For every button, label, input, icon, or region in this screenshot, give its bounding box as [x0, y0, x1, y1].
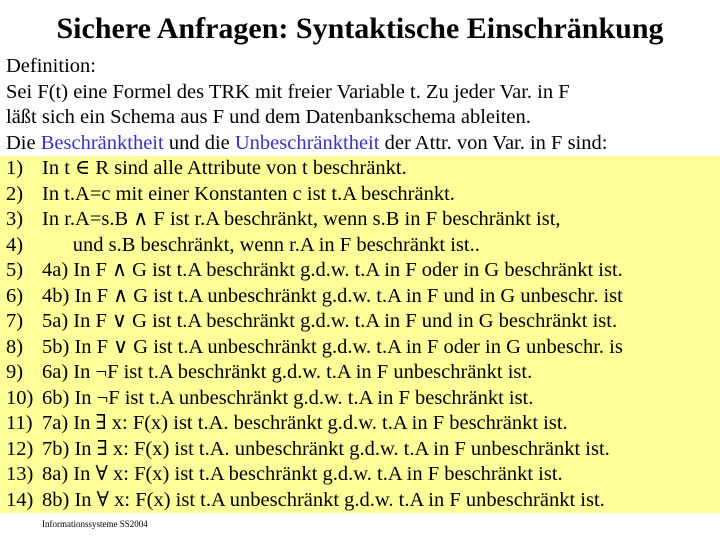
rule-item	[0, 488, 720, 514]
rule-text: 7a) In ∃ x: F(x) ist t.A. beschränkt g.d.w. t.A in F beschränkt ist.	[42, 412, 568, 434]
rule-text: In t.A=c mit einer Konstanten c ist t.A beschränkt.	[42, 182, 455, 205]
rule-number: 9)	[6, 361, 24, 383]
rule-item	[0, 462, 720, 488]
rule-text: 8a) In ∀ x: F(x) ist t.A beschränkt g.d.w. t.A in F beschränkt ist.	[42, 463, 563, 485]
rule-item	[0, 156, 720, 182]
rule-text: 6b) In ¬F ist t.A unbeschränkt g.d.w. t.A in F beschränkt ist.	[42, 386, 534, 409]
rule-number: 10)	[6, 386, 34, 409]
rule-item	[0, 233, 720, 259]
header-text-3: der Attr. von Var. in F sind:	[379, 131, 608, 154]
rule-text: 8b) In ∀ x: F(x) ist t.A unbeschränkt g.d.w. t.A in F unbeschränkt ist.	[42, 488, 605, 511]
slide-title: Sichere Anfragen: Syntaktische Einschränkung	[56, 12, 664, 45]
header-text-1: Die	[6, 131, 41, 154]
rule-item	[0, 335, 720, 361]
rule-text: 5b) In F ∨ G ist t.A unbeschränkt g.d.w. t.A in F oder in G unbeschr. is	[42, 335, 623, 358]
rule-item	[0, 437, 720, 463]
rule-item	[0, 207, 720, 233]
intro-line-1: Sei F(t) eine Formel des TRK mit freier Variable t. Zu jeder Var. in F	[6, 80, 570, 103]
rule-text: 4b) In F ∧ G ist t.A unbeschränkt g.d.w. t.A in F und in G unbeschr. ist	[42, 284, 623, 307]
rule-number: 7)	[6, 310, 24, 332]
rule-number: 4)	[6, 233, 24, 256]
rule-number: 1)	[6, 157, 24, 179]
rule-item	[0, 360, 720, 386]
rule-item	[0, 309, 720, 335]
header-text-2: und die	[163, 131, 235, 154]
rule-number: 5)	[6, 259, 24, 281]
definition-label: Definition:	[6, 55, 96, 77]
footer-text: Informationssysteme SS2004	[42, 519, 148, 529]
term-unbeschraenktheit: Unbeschränktheit	[234, 131, 380, 154]
rule-number: 3)	[6, 208, 24, 230]
rule-number: 14)	[6, 488, 34, 511]
rule-text: 7b) In ∃ x: F(x) ist t.A. unbeschränkt g.d.w. t.A in F unbeschränkt ist.	[42, 437, 610, 460]
rule-number: 11)	[6, 412, 33, 434]
rule-item	[0, 182, 720, 208]
rule-number: 13)	[6, 463, 34, 485]
term-beschraenktheit: Beschränktheit	[40, 131, 164, 154]
rule-text: In t ∈ R sind alle Attribute von t beschränkt.	[42, 157, 407, 179]
rule-text: In r.A=s.B ∧ F ist r.A beschränkt, wenn s.B in F beschränkt ist,	[42, 208, 561, 230]
rule-text: und s.B beschränkt, wenn r.A in F beschränkt ist..	[42, 233, 480, 256]
rule-number: 12)	[6, 437, 34, 460]
intro-line-2: läßt sich ein Schema aus F und dem Datenbankschema ableiten.	[6, 106, 531, 128]
rule-text: 5a) In F ∨ G ist t.A beschränkt g.d.w. t.A in F und in G beschränkt ist.	[42, 310, 618, 332]
rules-list	[0, 156, 720, 513]
slide-body	[0, 54, 720, 513]
rule-item	[0, 258, 720, 284]
rule-number: 6)	[6, 284, 24, 307]
rule-item	[0, 284, 720, 310]
rule-item	[0, 411, 720, 437]
rule-number: 8)	[6, 335, 24, 358]
rule-text: 6a) In ¬F ist t.A beschränkt g.d.w. t.A in F unbeschränkt ist.	[42, 361, 533, 383]
rule-text: 4a) In F ∧ G ist t.A beschränkt g.d.w. t.A in F oder in G beschränkt ist.	[42, 259, 623, 281]
rule-item	[0, 386, 720, 412]
rule-number: 2)	[6, 182, 24, 205]
boundedness-header	[0, 131, 720, 157]
